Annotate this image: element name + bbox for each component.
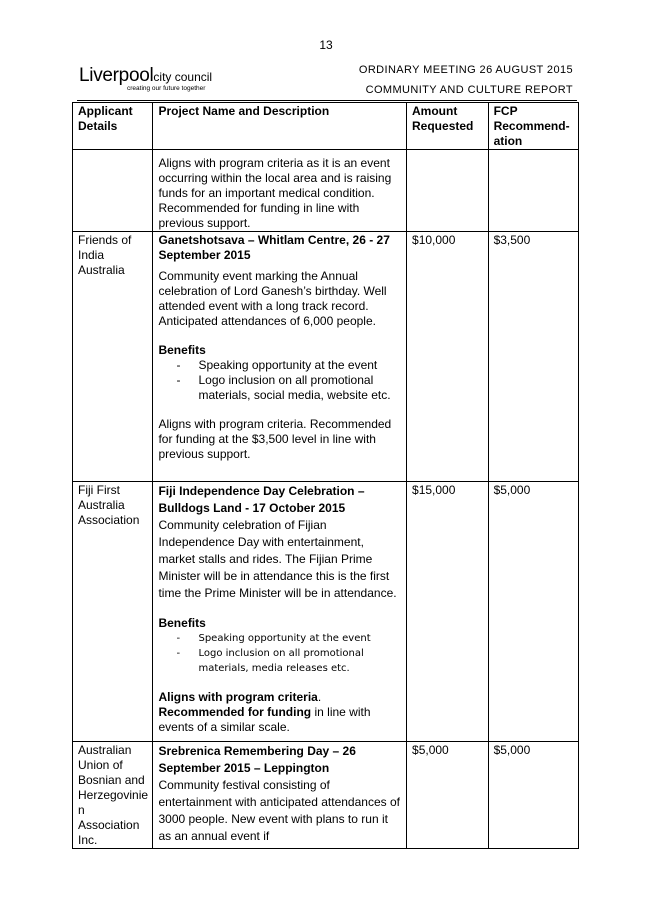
applicant-cell: Friends of India Australia <box>73 232 153 482</box>
amount-cell <box>407 150 489 232</box>
page-number: 13 <box>319 38 333 52</box>
amount-cell: $15,000 <box>407 482 489 742</box>
closing-rest: in line with events of a similar scale. <box>158 705 371 734</box>
table-row <box>73 232 579 482</box>
list-item: - Logo inclusion on all promotional materials, social media, website etc. <box>158 373 401 403</box>
table-row <box>73 482 579 742</box>
applicant-cell <box>73 150 153 232</box>
closing-bold: Recommended for funding <box>158 705 312 719</box>
description-cell <box>153 150 407 232</box>
closing-text <box>158 690 401 735</box>
applicant-cell: Fiji First Australia Association <box>73 482 153 742</box>
closing-text: Aligns with program criteria. Recommended for funding at the $3,500 level in line with previous support. <box>158 417 392 461</box>
applicant-cell: Australian Union of Bosnian and Herzegovinie n Association Inc. <box>73 742 153 849</box>
recommendation-cell: $5,000 <box>488 742 578 849</box>
list-item: - Speaking opportunity at the event <box>158 358 401 373</box>
table-row <box>73 150 579 232</box>
council-logo <box>79 66 212 92</box>
project-title: Ganetshotsava – Whitlam Centre, 26 - 27 September 2015 <box>158 233 390 262</box>
amount-cell: $5,000 <box>407 742 489 849</box>
description-text: Aligns with program criteria as it is an event occurring within the local area and is raising funds for an important medical condition. Recommended for funding in line with previous support. <box>158 156 392 230</box>
recommendation-cell: $5,000 <box>488 482 578 742</box>
logo-main-text: Liverpool <box>79 65 154 86</box>
amount-cell: $10,000 <box>407 232 489 482</box>
benefits-heading: Benefits <box>158 343 206 357</box>
recommendation-cell <box>488 150 578 232</box>
column-header: Amount Requested <box>407 103 489 150</box>
description-cell <box>153 482 407 742</box>
recommendation-cell: $3,500 <box>488 232 578 482</box>
closing-dot: . <box>317 690 322 704</box>
description-cell <box>153 742 407 849</box>
column-header: Project Name and Description <box>153 103 407 150</box>
report-header: COMMUNITY AND CULTURE REPORT <box>365 84 573 96</box>
description-text: Community event marking the Annual celebration of Lord Ganesh’s birthday. Well attended event with a long track record. Anticipated attendances of 6,000 people. <box>158 269 387 328</box>
benefits-list <box>158 631 401 676</box>
logo-small-text: city council <box>153 70 213 84</box>
list-item: - Speaking opportunity at the event <box>158 631 401 646</box>
grants-table <box>72 102 579 849</box>
description-cell <box>153 232 407 482</box>
column-header: Applicant Details <box>73 103 153 150</box>
closing-bold: Aligns with program criteria <box>158 690 318 704</box>
description-text: Community festival consisting of entertainment with anticipated attendances of 3000 people. New event with plans to run it as an annual event if <box>158 778 400 843</box>
benefits-heading: Benefits <box>158 616 206 630</box>
project-title: Fiji Independence Day Celebration – Bulldogs Land - 17 October 2015 <box>158 484 365 515</box>
benefits-list <box>158 358 401 403</box>
description-text: Community celebration of Fijian Independence Day with entertainment, market stalls and rides. The Fijian Prime Minister will be in attendance this is the first time the Prime Minister will be in attendance. <box>158 518 397 600</box>
meeting-header: ORDINARY MEETING 26 AUGUST 2015 <box>358 64 573 76</box>
header-divider <box>77 100 577 101</box>
list-item: - Logo inclusion on all promotional materials, media releases etc. <box>158 646 401 676</box>
table-header-row <box>73 103 579 150</box>
project-title: Srebrenica Remembering Day – 26 September 2015 – Leppington <box>158 744 356 775</box>
logo-tagline: creating our future together <box>127 85 206 92</box>
column-header: FCP Recommend-ation <box>488 103 578 150</box>
table-row <box>73 742 579 849</box>
